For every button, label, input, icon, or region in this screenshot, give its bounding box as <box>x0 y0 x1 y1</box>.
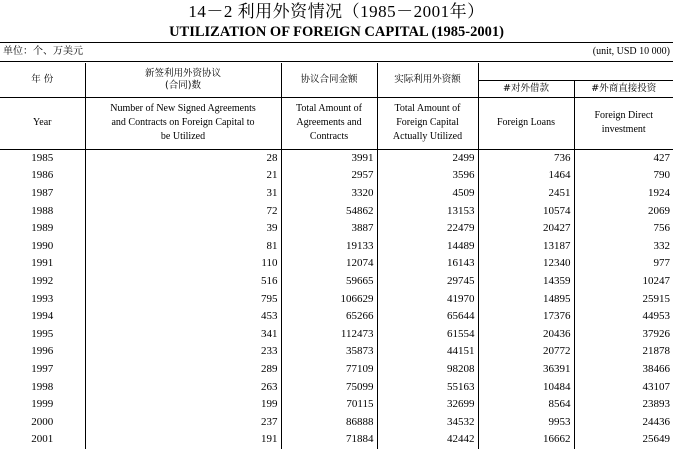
value-cell: 44151 <box>377 343 478 361</box>
header-year-en: Year <box>0 97 85 149</box>
header-empty-top <box>478 63 673 80</box>
header-signed-en: Number of New Signed Agreements and Contracts on Foreign Capital to be Utilized <box>85 97 281 149</box>
value-cell: 65266 <box>281 308 377 326</box>
value-cell: 20772 <box>478 343 574 361</box>
value-cell: 98208 <box>377 361 478 379</box>
year-cell: 1991 <box>31 257 54 270</box>
value-cell: 29745 <box>377 273 478 291</box>
value-cell: 13153 <box>377 202 478 220</box>
value-cell: 14895 <box>478 290 574 308</box>
value-cell: 106629 <box>281 290 377 308</box>
value-cell: 332 <box>574 237 673 255</box>
table-row <box>0 431 673 449</box>
value-cell: 14359 <box>478 273 574 291</box>
value-cell: 75099 <box>281 378 377 396</box>
year-cell: 1997 <box>31 362 54 375</box>
value-cell: 1464 <box>478 167 574 185</box>
value-cell: 2069 <box>574 202 673 220</box>
table-row <box>0 202 673 220</box>
table-row <box>0 325 673 343</box>
header-actual-cn-cell: 实际利用外资额 <box>377 63 478 97</box>
year-cell: 1994 <box>31 310 54 323</box>
value-cell: 81 <box>85 237 281 255</box>
value-cell: 237 <box>85 413 281 431</box>
value-cell: 77109 <box>281 361 377 379</box>
value-cell: 38466 <box>574 361 673 379</box>
value-cell: 736 <box>478 149 574 167</box>
value-cell: 55163 <box>377 378 478 396</box>
value-cell: 4509 <box>377 185 478 203</box>
header-contract-cn-cell: 协议合同金额 <box>281 63 377 97</box>
value-cell: 8564 <box>478 396 574 414</box>
year-cell: 1986 <box>31 169 54 182</box>
value-cell: 19133 <box>281 237 377 255</box>
value-cell: 263 <box>85 378 281 396</box>
value-cell: 39 <box>85 220 281 238</box>
year-cell: 1993 <box>31 292 54 305</box>
value-cell: 795 <box>85 290 281 308</box>
table-row <box>0 378 673 396</box>
year-cell: 1995 <box>31 327 54 340</box>
year-cell: 1990 <box>31 239 54 252</box>
year-cell: 1987 <box>31 186 54 199</box>
table-rows <box>0 149 673 449</box>
value-cell: 71884 <box>281 431 377 449</box>
year-cell: 1985 <box>31 151 54 164</box>
value-cell: 12074 <box>281 255 377 273</box>
header-fdi-en: Foreign Direct investment <box>574 97 673 149</box>
value-cell: 21 <box>85 167 281 185</box>
year-cell: 1998 <box>31 380 54 393</box>
table-row <box>0 220 673 238</box>
value-cell: 9953 <box>478 413 574 431</box>
header-loans-en: Foreign Loans <box>478 97 574 149</box>
value-cell: 59665 <box>281 273 377 291</box>
value-cell: 23893 <box>574 396 673 414</box>
year-cell: 1996 <box>31 345 54 358</box>
value-cell: 65644 <box>377 308 478 326</box>
value-cell: 3991 <box>281 149 377 167</box>
header-actual-en: Total Amount of Foreign Capital Actually Utilized <box>377 97 478 149</box>
value-cell: 34532 <box>377 413 478 431</box>
year-cell: 1988 <box>31 204 54 217</box>
value-cell: 36391 <box>478 361 574 379</box>
value-cell: 2957 <box>281 167 377 185</box>
foreign-capital-table-body <box>0 63 673 449</box>
unit-row <box>0 42 673 62</box>
value-cell: 233 <box>85 343 281 361</box>
table-row <box>0 361 673 379</box>
value-cell: 44953 <box>574 308 673 326</box>
value-cell: 35873 <box>281 343 377 361</box>
table-row <box>0 343 673 361</box>
value-cell: 3596 <box>377 167 478 185</box>
value-cell: 37926 <box>574 325 673 343</box>
value-cell: 516 <box>85 273 281 291</box>
value-cell: 22479 <box>377 220 478 238</box>
year-cell: 2001 <box>31 433 54 446</box>
value-cell: 14489 <box>377 237 478 255</box>
page-title-cn: 14－2 利用外资情况（1985－2001年） <box>188 2 485 21</box>
value-cell: 41970 <box>377 290 478 308</box>
value-cell: 289 <box>85 361 281 379</box>
value-cell: 790 <box>574 167 673 185</box>
table-row <box>0 167 673 185</box>
value-cell: 42442 <box>377 431 478 449</box>
value-cell: 43107 <box>574 378 673 396</box>
value-cell: 3887 <box>281 220 377 238</box>
unit-label-en: (unit, USD 10 000) <box>592 46 670 57</box>
header-year-cn-cell: 年 份 <box>31 73 54 85</box>
value-cell: 31 <box>85 185 281 203</box>
value-cell: 2451 <box>478 185 574 203</box>
value-cell: 10484 <box>478 378 574 396</box>
value-cell: 191 <box>85 431 281 449</box>
table-row <box>0 185 673 203</box>
value-cell: 756 <box>574 220 673 238</box>
table-row <box>0 308 673 326</box>
value-cell: 28 <box>85 149 281 167</box>
header-signed-cn-cell <box>85 63 281 97</box>
value-cell: 72 <box>85 202 281 220</box>
table-row <box>0 273 673 291</box>
value-cell: 112473 <box>281 325 377 343</box>
value-cell: 20436 <box>478 325 574 343</box>
header-loans-cn: #对外借款 <box>478 80 574 97</box>
value-cell: 25649 <box>574 431 673 449</box>
value-cell: 21878 <box>574 343 673 361</box>
year-cell: 1989 <box>31 222 54 235</box>
year-cell: 2000 <box>31 415 54 428</box>
value-cell: 61554 <box>377 325 478 343</box>
year-cell: 1999 <box>31 398 54 411</box>
value-cell: 32699 <box>377 396 478 414</box>
header-signed-cn-text1: 新签利用外资协议 <box>144 67 221 79</box>
value-cell: 341 <box>85 325 281 343</box>
value-cell: 10247 <box>574 273 673 291</box>
value-cell: 13187 <box>478 237 574 255</box>
table-row <box>0 149 673 167</box>
header-signed-cn-text2: (合同)数 <box>165 79 201 91</box>
table-row <box>0 255 673 273</box>
value-cell: 1924 <box>574 185 673 203</box>
value-cell: 10574 <box>478 202 574 220</box>
value-cell: 25915 <box>574 290 673 308</box>
value-cell: 24436 <box>574 413 673 431</box>
unit-label-cn: 单位：个、万美元 <box>3 46 83 57</box>
table-row <box>0 396 673 414</box>
value-cell: 54862 <box>281 202 377 220</box>
value-cell: 110 <box>85 255 281 273</box>
value-cell: 453 <box>85 308 281 326</box>
table-row <box>0 290 673 308</box>
page-title-en: UTILIZATION OF FOREIGN CAPITAL (1985-2001) <box>169 24 504 40</box>
year-cell: 1992 <box>31 274 54 287</box>
value-cell: 16662 <box>478 431 574 449</box>
value-cell: 20427 <box>478 220 574 238</box>
value-cell: 199 <box>85 396 281 414</box>
value-cell: 2499 <box>377 149 478 167</box>
value-cell: 86888 <box>281 413 377 431</box>
table-row <box>0 413 673 431</box>
value-cell: 17376 <box>478 308 574 326</box>
value-cell: 16143 <box>377 255 478 273</box>
table-row <box>0 237 673 255</box>
value-cell: 427 <box>574 149 673 167</box>
value-cell: 70115 <box>281 396 377 414</box>
header-fdi-cn: #外商直接投资 <box>574 80 673 97</box>
value-cell: 3320 <box>281 185 377 203</box>
value-cell: 12340 <box>478 255 574 273</box>
header-contract-en: Total Amount of Agreements and Contracts <box>281 97 377 149</box>
value-cell: 977 <box>574 255 673 273</box>
